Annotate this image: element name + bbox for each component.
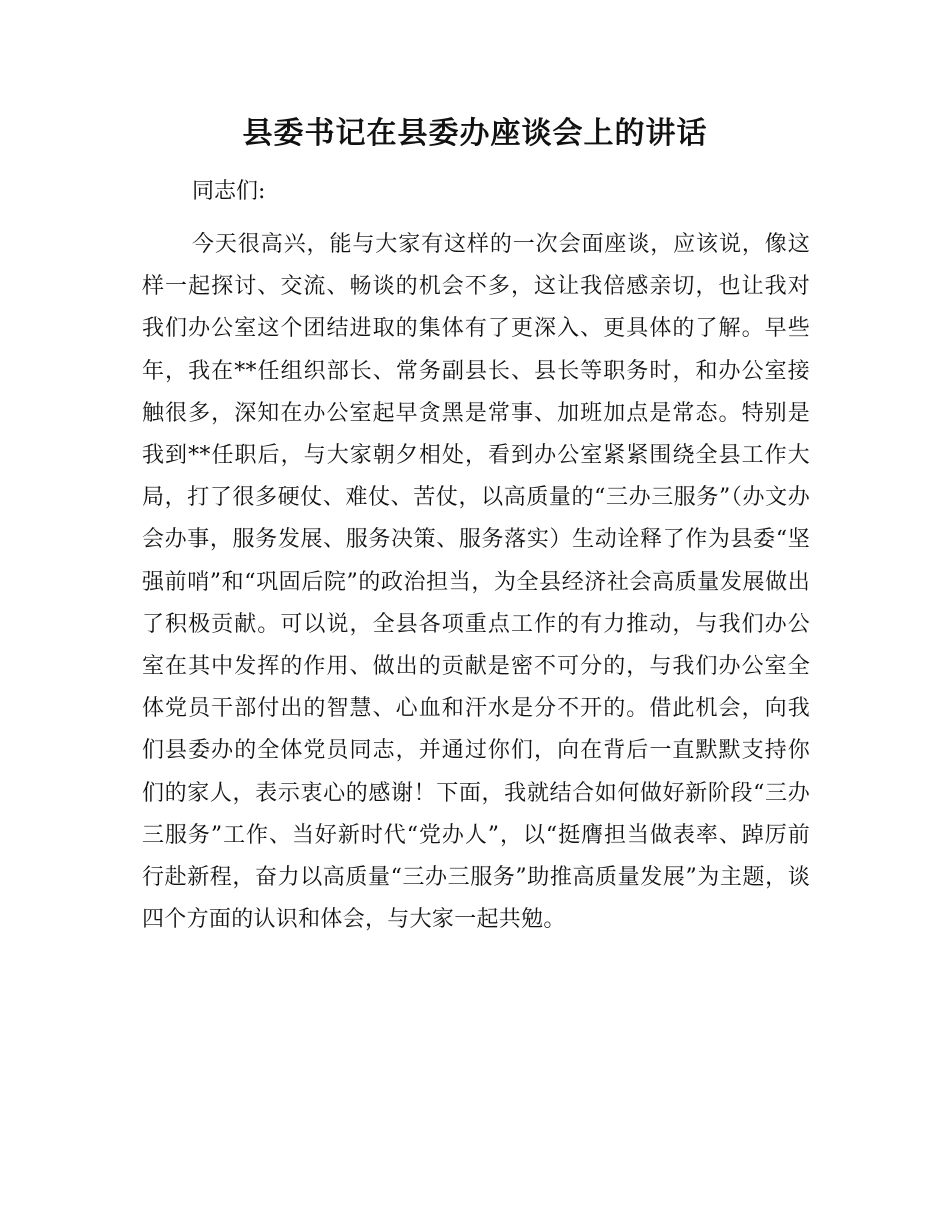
body-paragraph: 今天很高兴，能与大家有这样的一次会面座谈，应该说，像这样一起探讨、交流、畅谈的机会不多，这让我倍感亲切，也让我对我们办公室这个团结进取的集体有了更深入、更具体的了解。早些年，我在**任组织部长、常务副县长、县长等职务时，和办公室接触很多，深知在办公室起早贪黑是常事、加班加点是常态。特别是我到**任职后，与大家朝夕相处，看到办公室紧紧围绕全县工作大局，打了很多硬仗、难仗、苦仗，以高质量的“三办三服务”（办文办会办事，服务发展、服务决策、服务落实）生动诠释了作为县委“坚强前哨”和“巩固后院”的政治担当，为全县经济社会高质量发展做出了积极贡献。可以说，全县各项重点工作的有力推动，与我们办公室在其中发挥的作用、做出的贡献是密不可分的，与我们办公室全体党员干部付出的智慧、心血和汗水是分不开的。借此机会，向我们县委办的全体党员同志，并通过你们，向在背后一直默默支持你们的家人，表示衷心的感谢！下面，我就结合如何做好新阶段“三办三服务”工作、当好新时代“党办人”，以“挺膺担当做表率、踔厉前行赴新程，奋力以高质量“三办三服务”助推高质量发展”为主题，谈四个方面的认识和体会，与大家一起共勉。 — [142, 232, 810, 933]
document-title: 县委书记在县委办座谈会上的讲话 — [242, 116, 708, 151]
salutation: 同志们: — [192, 179, 266, 204]
